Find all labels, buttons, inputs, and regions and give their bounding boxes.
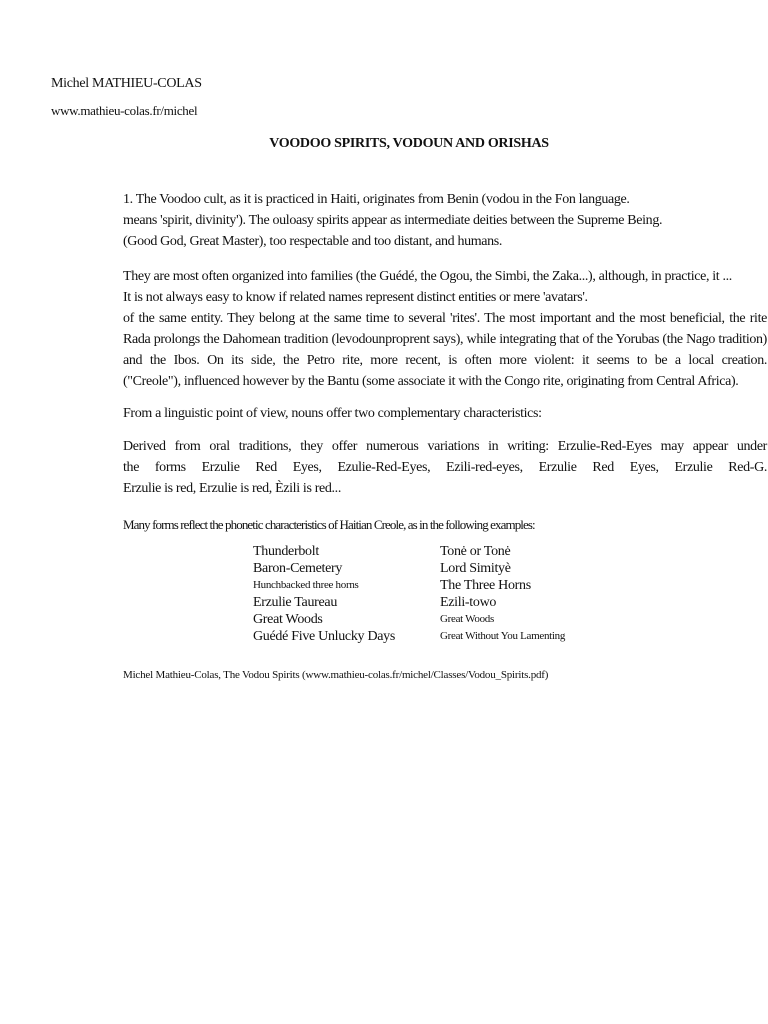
- example-item: Hunchbacked three horns: [253, 579, 359, 591]
- examples-left-column: [253, 543, 395, 645]
- paragraph-line: and the Ibos. On its side, the Petro rite, more recent, is often more violent: it seems to be a local creation.: [123, 353, 767, 368]
- paragraph-variations: [123, 436, 767, 499]
- author-name: Michel MATHIEU-COLAS: [51, 76, 202, 91]
- source-reference: Michel Mathieu-Colas, The Vodou Spirits (www.mathieu-colas.fr/michel/Classes/Vodou_Spirits.pdf): [123, 669, 549, 681]
- example-item: Ezili-towo: [440, 595, 497, 610]
- paragraph-line: Many forms reflect the phonetic characteristics of Haitian Creole, as in the following examples:: [123, 517, 535, 532]
- paragraph-line: Erzulie is red, Erzulie is red, Èzili is red...: [123, 481, 341, 496]
- paragraph-line: the forms Erzulie Red Eyes, Ezulie-Red-Eyes, Ezili-red-eyes, Erzulie Red Eyes, Erzulie Red-G.: [123, 460, 767, 475]
- document-title: VOODOO SPIRITS, VODOUN AND ORISHAS: [269, 136, 549, 151]
- paragraph-intro: [123, 189, 767, 252]
- example-item: Great Woods: [440, 613, 494, 625]
- example-item: Erzulie Taureau: [253, 595, 338, 610]
- paragraph-line: of the same entity. They belong at the same time to several 'rites'. The most important and the most beneficial, the rite: [123, 311, 767, 326]
- example-item: Great Without You Lamenting: [440, 630, 566, 642]
- example-item: Lord Simityè: [440, 561, 511, 576]
- paragraph-line: It is not always easy to know if related names represent distinct entities or mere 'avatars'.: [123, 290, 588, 305]
- author-url: www.mathieu-colas.fr/michel: [51, 103, 198, 118]
- paragraph-line: From a linguistic point of view, nouns offer two complementary characteristics:: [123, 406, 542, 421]
- examples-right-column: [440, 543, 565, 645]
- paragraph-line: Rada prolongs the Dahomean tradition (levodounproprent says), while integrating that of the Yorubas (the Nago tradition): [123, 332, 767, 347]
- paragraph-phonetic: [123, 514, 767, 535]
- example-item: Tonė or Tonė: [440, 544, 511, 559]
- example-item: Baron-Cemetery: [253, 561, 343, 576]
- example-item: Thunderbolt: [253, 544, 319, 559]
- paragraph-line: 1. The Voodoo cult, as it is practiced in Haiti, originates from Benin (vodou in the Fon language.: [123, 192, 630, 207]
- paragraph-line: means 'spirit, divinity'). The ouloasy spirits appear as intermediate deities between the Supreme Being.: [123, 213, 663, 228]
- example-item: Great Woods: [253, 612, 323, 627]
- example-item: The Three Horns: [440, 578, 531, 593]
- paragraph-line: ("Creole"), influenced however by the Bantu (some associate it with the Congo rite, originating from Central Africa).: [123, 374, 739, 389]
- paragraph-line: They are most often organized into families (the Guédé, the Ogou, the Simbi, the Zaka...), although, in practice, it ...: [123, 269, 732, 284]
- example-item: Guédé Five Unlucky Days: [253, 629, 396, 644]
- paragraph-line: Derived from oral traditions, they offer numerous variations in writing: Erzulie-Red-Eyes may appear under: [123, 439, 767, 454]
- paragraph-line: (Good God, Great Master), too respectable and too distant, and humans.: [123, 234, 503, 249]
- paragraph-linguistic: [123, 403, 767, 424]
- paragraph-families: [123, 266, 767, 392]
